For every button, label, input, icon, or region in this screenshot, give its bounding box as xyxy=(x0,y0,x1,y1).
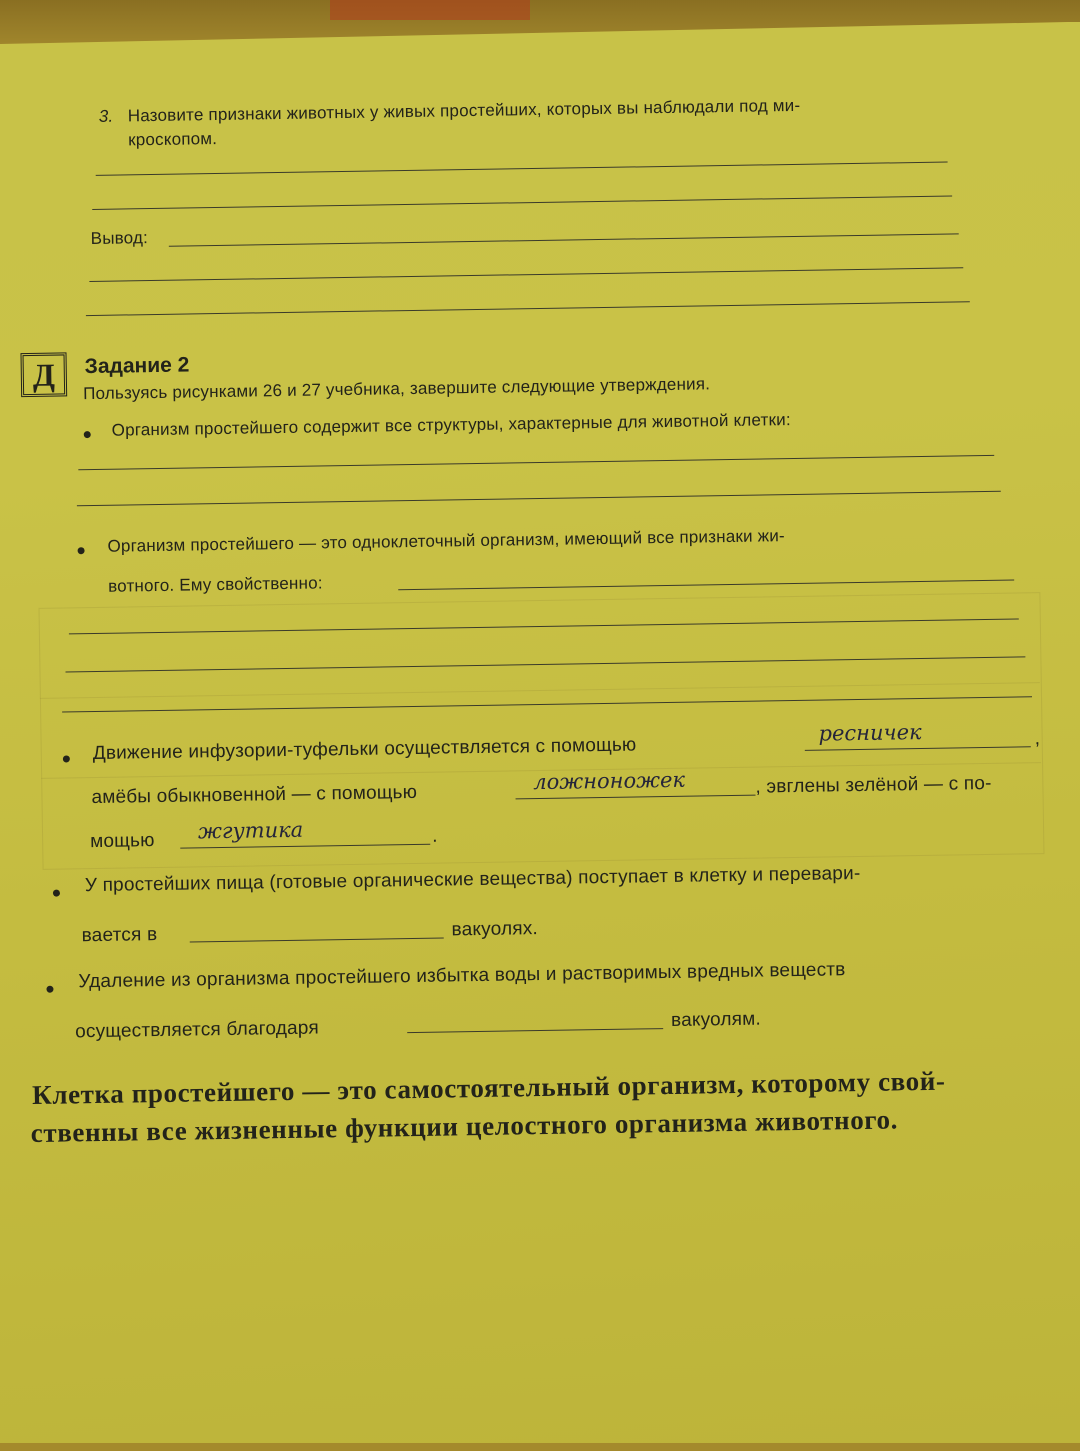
question-3-text-line2: кроскопом. xyxy=(128,129,218,150)
bullet-dot xyxy=(46,986,53,993)
handwritten-answer-flagellum: жгутика xyxy=(197,817,304,844)
bullet-1-text: Организм простейшего содержит все структуры, характерные для животной клетки: xyxy=(111,410,791,440)
answer-blank-contractile[interactable] xyxy=(407,1028,663,1033)
bullet-2-text-line2: вотного. Ему свойственно: xyxy=(108,573,323,596)
conclusion-line[interactable] xyxy=(89,267,963,282)
handwritten-answer-cilia: ресничек xyxy=(818,720,922,746)
conclusion-line[interactable] xyxy=(86,301,970,316)
bullet-3-period: . xyxy=(431,825,438,847)
bullet-dot xyxy=(53,890,60,897)
final-statement-line2: ственны все жизненные функции целостного организма животного. xyxy=(30,1104,899,1149)
final-statement-line1: Клетка простейшего — это самостоятельный организм, которому свой- xyxy=(31,1065,946,1111)
bullet-5-text-line1: Удаление из организма простейшего избытка воды и растворимых вредных веществ xyxy=(78,959,846,993)
bullet-4-text-part1: вается в xyxy=(81,924,158,947)
bullet-5-text-part1: осуществляется благодаря xyxy=(74,1017,320,1043)
bullet-3-text-part4: мощью xyxy=(90,830,155,853)
bullet-3-text-part2: амёбы обыкновенной — с помощью xyxy=(91,781,418,809)
bullet-dot xyxy=(78,547,85,554)
answer-line[interactable] xyxy=(96,162,948,176)
bullet-dot xyxy=(84,431,91,438)
answer-line[interactable] xyxy=(92,195,952,210)
answer-line[interactable] xyxy=(398,580,1014,591)
bullet-3-text-part1: Движение инфузории-туфельки осуществляется с помощью xyxy=(92,734,637,765)
bullet-5-text-part2: вакуолям. xyxy=(670,1008,762,1031)
conclusion-label: Вывод: xyxy=(90,228,149,248)
bullet-4-text-part2: вакуолях. xyxy=(451,918,539,941)
task-badge-icon: Д xyxy=(20,352,67,397)
bullet-3-comma: , xyxy=(1034,728,1041,750)
question-3-text-line1: Назовите признаки животных у живых простейших, которых вы наблюдали под ми- xyxy=(127,95,801,126)
question-3-number: 3. xyxy=(98,106,114,126)
handwritten-answer-pseudopods: ложноножек xyxy=(533,767,686,795)
task-2-title: Задание 2 xyxy=(84,353,190,379)
answer-blank-digestive[interactable] xyxy=(190,938,444,943)
bullet-4-text-line1: У простейших пища (готовые органические вещества) поступает в клетку и перевари- xyxy=(84,862,861,897)
bullet-dot xyxy=(63,755,70,762)
conclusion-line[interactable] xyxy=(169,233,959,246)
bullet-2-text-line1: Организм простейшего — это одноклеточный организм, имеющий все признаки жи- xyxy=(107,526,785,556)
task-2-instruction: Пользуясь рисунками 26 и 27 учебника, завершите следующие утверждения. xyxy=(82,374,711,404)
bullet-3-text-part3: , эвглены зелёной — с по- xyxy=(755,772,992,798)
answer-line[interactable] xyxy=(77,491,1001,507)
answer-line[interactable] xyxy=(78,455,994,470)
